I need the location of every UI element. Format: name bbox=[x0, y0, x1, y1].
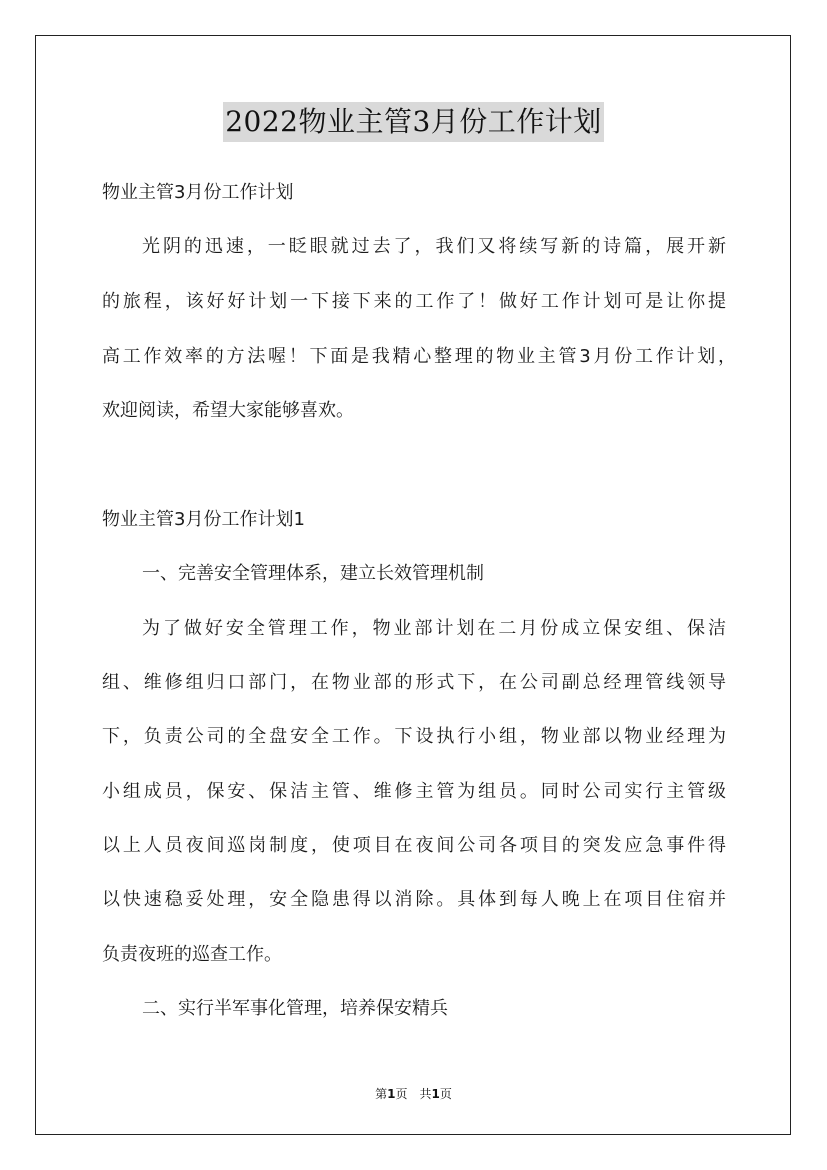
paragraph-line: 负责夜班的巡查工作。 bbox=[102, 944, 282, 965]
paragraph-line: 欢迎阅读，希望大家能够喜欢。 bbox=[102, 400, 354, 421]
footer-page-number: 1 bbox=[387, 1087, 396, 1101]
paragraph-line: 以上人员夜间巡岗制度，使项目在夜间公司各项目的突发应急事件得 bbox=[102, 835, 726, 856]
subheading-safety: 一、完善安全管理体系，建立长效管理机制 bbox=[142, 563, 484, 584]
page-footer bbox=[0, 1085, 827, 1102]
paragraph-line: 下，负责公司的全盘安全工作。下设执行小组，物业部以物业经理为 bbox=[102, 726, 726, 747]
paragraph-line: 组、维修组归口部门，在物业部的形式下，在公司副总经理管线领导 bbox=[102, 672, 726, 693]
paragraph-line: 为了做好安全管理工作，物业部计划在二月份成立保安组、保洁 bbox=[142, 618, 726, 639]
subheading-military: 二、实行半军事化管理，培养保安精兵 bbox=[142, 998, 448, 1019]
paragraph-line: 高工作效率的方法喔！下面是我精心整理的物业主管3月份工作计划， bbox=[102, 346, 736, 367]
paragraph-line: 的旅程，该好好计划一下接下来的工作了！做好工作计划可是让你提 bbox=[102, 291, 726, 312]
document-title: 2022物业主管3月份工作计划 bbox=[223, 102, 604, 142]
footer-suffix: 页 bbox=[439, 1087, 452, 1101]
section-heading-intro: 物业主管3月份工作计划 bbox=[102, 182, 294, 203]
footer-mid: 页 共 bbox=[395, 1087, 432, 1101]
section-heading-plan-1: 物业主管3月份工作计划1 bbox=[102, 509, 305, 530]
paragraph-line: 小组成员，保安、保洁主管、维修主管为组员。同时公司实行主管级 bbox=[102, 781, 726, 802]
title-container bbox=[0, 102, 827, 142]
footer-prefix: 第 bbox=[375, 1087, 388, 1101]
footer-page-total: 1 bbox=[431, 1087, 440, 1101]
paragraph-line: 以快速稳妥处理，安全隐患得以消除。具体到每人晚上在项目住宿并 bbox=[102, 889, 726, 910]
paragraph-line: 光阴的迅速，一眨眼就过去了，我们又将续写新的诗篇，展开新 bbox=[142, 236, 726, 257]
